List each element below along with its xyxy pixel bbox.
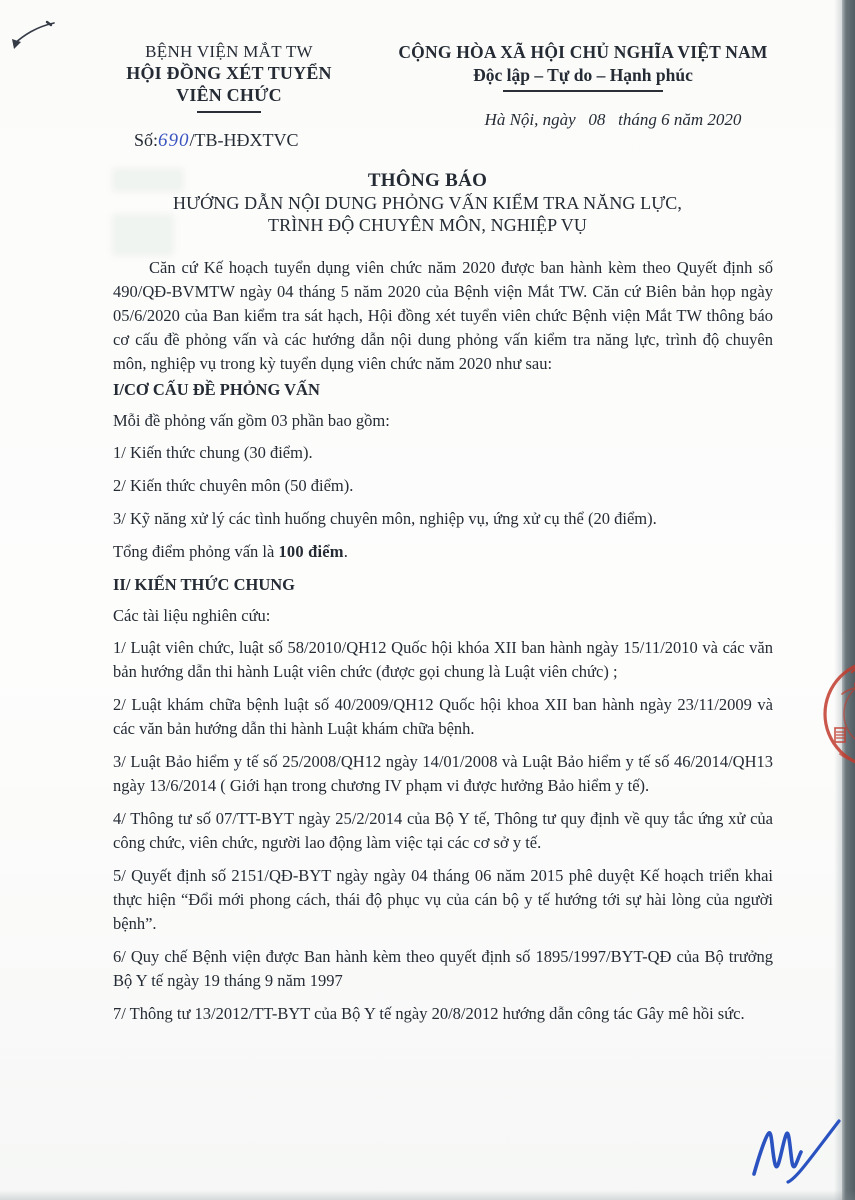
document-subtitle-line-1: HƯỚNG DẪN NỘI DUNG PHỎNG VẤN KIỂM TRA NĂNG LỰC, (173, 193, 682, 213)
section-2-lead: Các tài liệu nghiên cứu: (113, 606, 271, 625)
stamp-icon (812, 650, 855, 780)
authority-line-3: VIÊN CHỨC (176, 85, 282, 105)
section-2-item: 6/ Quy chế Bệnh viện được Ban hành kèm theo quyết định số 1895/1997/BYT-QĐ của Bộ trưởng Bộ Y tế ngày 19 tháng 9 năm 1997 (113, 947, 773, 990)
total-prefix: Tổng điểm phỏng vấn là (113, 542, 279, 561)
section-2-item: 2/ Luật khám chữa bệnh luật số 40/2009/QH12 Quốc hội khoa XII ban hành ngày 23/11/2009 và các văn bản hướng dẫn thi hành Luật khám chữa bệnh. (113, 695, 773, 738)
signature-tail (788, 1121, 839, 1182)
national-motto: Độc lập – Tự do – Hạnh phúc (473, 65, 693, 85)
authority-line-1: BỆNH VIỆN MẮT TW (145, 42, 313, 61)
section-1-item: 1/ Kiến thức chung (30 điểm). (113, 443, 313, 462)
signature-icon (742, 1098, 852, 1193)
section-1-lead: Mỗi đề phỏng vấn gồm 03 phần bao gồm: (113, 411, 390, 430)
document-subtitle-line-2: TRÌNH ĐỘ CHUYÊN MÔN, NGHIỆP VỤ (268, 215, 587, 235)
signature-loops (754, 1133, 801, 1174)
section-1-item: 3/ Kỹ năng xử lý các tình huống chuyên môn, nghiệp vụ, ứng xử cụ thể (20 điểm). (113, 509, 657, 528)
total-suffix: . (343, 542, 348, 561)
section-2-item: 7/ Thông tư 13/2012/TT-BYT của Bộ Y tế ngày 20/8/2012 hướng dẫn công tác Gây mê hồi sức. (113, 1004, 745, 1023)
motto-underline (503, 90, 663, 92)
document-number (108, 130, 350, 152)
document-number-handwritten: 690 (158, 130, 190, 151)
authority-line-2: HỘI ĐỒNG XÉT TUYỂN (126, 63, 332, 83)
section-2-item: 1/ Luật viên chức, luật số 58/2010/QH12 Quốc hội khóa XII ban hành ngày 15/11/2010 và các văn bản hướng dẫn thi hành Luật viên chức (được gọi chung là Luật viên chức) ; (113, 638, 773, 681)
section-1-item: 2/ Kiến thức chuyên môn (50 điểm). (113, 476, 354, 495)
section-2-item: 4/ Thông tư số 07/TT-BYT ngày 25/2/2014 của Bộ Y tế, Thông tư quy định về quy tắc ứng xử của công chức, viên chức, người lao động làm việc tại các cơ sở y tế. (113, 809, 773, 852)
document-body (113, 256, 773, 1035)
national-motto-block (352, 42, 814, 130)
document-number-label: Số: (134, 130, 159, 150)
section-1-heading: I/CƠ CẤU ĐỀ PHỎNG VẤN (113, 380, 320, 399)
total-points: 100 điểm (278, 542, 344, 561)
scan-edge-bottom (0, 1190, 855, 1200)
pen-stroke (14, 23, 54, 44)
pen-blob (12, 39, 21, 49)
stamp-emblem-lines (836, 732, 844, 738)
intro-paragraph: Căn cứ Kế hoạch tuyển dụng viên chức năm 2020 được ban hành kèm theo Quyết định số 490/QĐ-BVMTW ngày 04 tháng 5 năm 2020 của Bệnh viện Mắt TW. Căn cứ Biên bản họp ngày 05/6/2020 của Ban kiểm tra sát hạch, Hội đồng xét tuyển viên chức Bệnh viện Mắt TW thông báo cơ cấu đề phỏng vấn và các hướng dẫn nội dung phỏng vấn kiểm tra năng lực, trình độ chuyên môn, nghiệp vụ trong kỳ tuyển dụng viên chức năm 2020 như sau: (113, 258, 773, 373)
section-2-heading: II/ KIẾN THỨC CHUNG (113, 575, 295, 594)
document-title: THÔNG BÁO (367, 170, 488, 191)
place-dateline: Hà Nội, ngày 08 tháng 6 năm 2020 (484, 110, 742, 129)
issuing-authority-block (108, 42, 350, 152)
section-2-item: 5/ Quyết định số 2151/QĐ-BYT ngày ngày 04 tháng 06 năm 2015 phê duyệt Kế hoạch triển khai thực hiện “Đổi mới phong cách, thái độ phục vụ của cán bộ y tế hướng tới sự hài lòng của người bệnh”. (113, 866, 773, 933)
authority-underline (197, 111, 261, 113)
stamp-outer-ring (825, 661, 855, 767)
pen-mark-icon (4, 8, 74, 58)
section-1-total (113, 540, 773, 564)
national-title: CỘNG HÒA XÃ HỘI CHỦ NGHĨA VIỆT NAM (398, 42, 768, 62)
document-number-suffix: /TB-HĐXTVC (189, 130, 299, 150)
document-title-block (0, 170, 855, 236)
section-2-item: 3/ Luật Bảo hiểm y tế số 25/2008/QH12 ngày 14/01/2008 và Luật Bảo hiểm y tế số 46/2014/QH13 ngày 13/6/2014 ( Giới hạn trong chương IV phạm vi được hưởng Bảo hiểm y tế). (113, 752, 773, 795)
